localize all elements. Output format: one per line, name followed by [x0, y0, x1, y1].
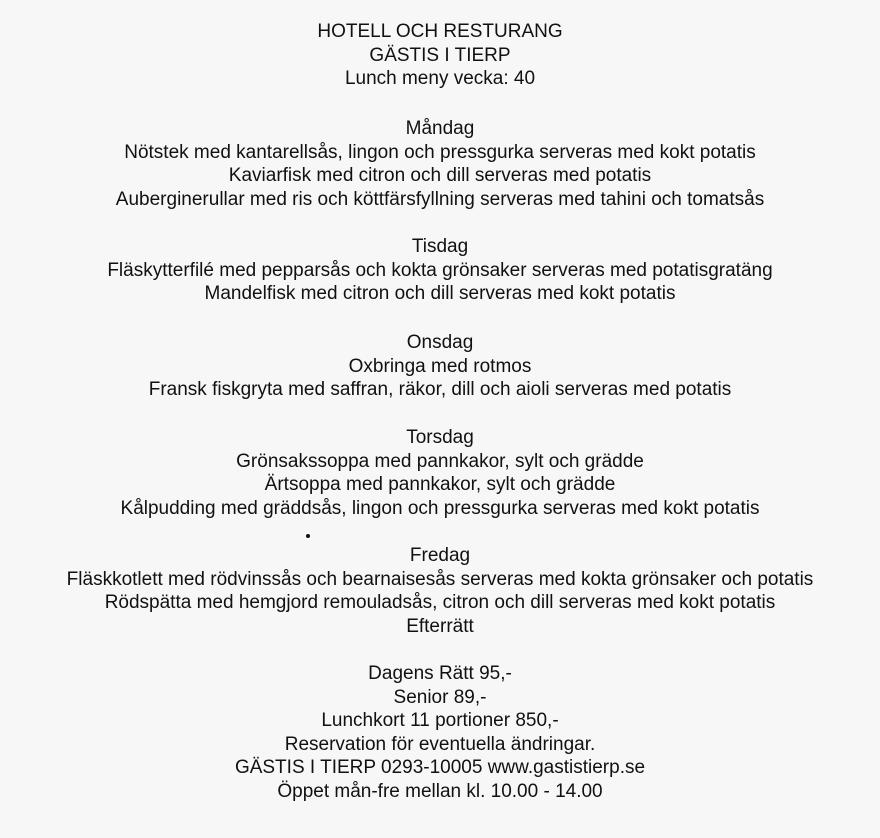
dish-item: Fransk fiskgryta med saffran, räkor, dill och aioli serveras med potatis	[148, 379, 732, 401]
dish-item: Oxbringa med rotmos	[348, 355, 532, 377]
day-heading: Torsdag	[406, 427, 474, 448]
opening-hours: Öppet mån-fre mellan kl. 10.00 - 14.00	[277, 780, 603, 802]
day-section-monday	[0, 117, 880, 211]
dish-item: Efterrätt	[406, 615, 474, 637]
day-section-tuesday	[0, 235, 880, 306]
day-section-friday	[0, 544, 880, 638]
day-section-wednesday	[0, 331, 880, 402]
lunch-card-price: Lunchkort 11 portioner 850,-	[321, 710, 559, 732]
dish-item: Fläskytterfilé med pepparsås och kokta grönsaker serveras med potatisgratäng	[107, 259, 773, 281]
dish-item: Rödspätta med hemgjord remouladsås, citron och dill serveras med kokt potatis	[104, 592, 776, 614]
dish-item: Fläskkotlett med rödvinssås och bearnaisesås serveras med kokta grönsaker och potatis	[66, 568, 814, 590]
day-heading: Fredag	[409, 545, 471, 566]
restaurant-type: HOTELL OCH RESTURANG	[317, 21, 563, 42]
dish-item: Kaviarfisk med citron och dill serveras med potatis	[228, 165, 652, 187]
dish-item: Nötstek med kantarellsås, lingon och pressgurka serveras med kokt potatis	[124, 141, 756, 163]
menu-header	[0, 20, 880, 91]
dish-item: Mandelfisk med citron och dill serveras med kokt potatis	[204, 283, 676, 305]
dish-item: Kålpudding med gräddsås, lingon och pressgurka serveras med kokt potatis	[120, 497, 760, 519]
dish-item: Ärtsoppa med pannkakor, sylt och grädde	[264, 474, 616, 496]
price-daily: Dagens Rätt 95,-	[368, 663, 512, 684]
dish-item: Auberginerullar med ris och köttfärsfyllning serveras med tahini och tomatsås	[115, 188, 765, 210]
stray-dot	[306, 534, 310, 538]
day-heading: Måndag	[405, 118, 475, 139]
contact-info: GÄSTIS I TIERP 0293-10005 www.gastistierp.se	[234, 757, 646, 779]
reservation-note: Reservation för eventuella ändringar.	[284, 733, 596, 755]
day-heading: Tisdag	[411, 236, 469, 257]
day-heading: Onsdag	[406, 332, 474, 353]
day-section-thursday	[0, 426, 880, 520]
menu-footer	[0, 662, 880, 804]
price-senior: Senior 89,-	[393, 686, 487, 708]
menu-week: Lunch meny vecka: 40	[344, 68, 536, 90]
dish-item: Grönsakssoppa med pannkakor, sylt och grädde	[236, 450, 644, 472]
restaurant-name: GÄSTIS I TIERP	[369, 44, 511, 66]
